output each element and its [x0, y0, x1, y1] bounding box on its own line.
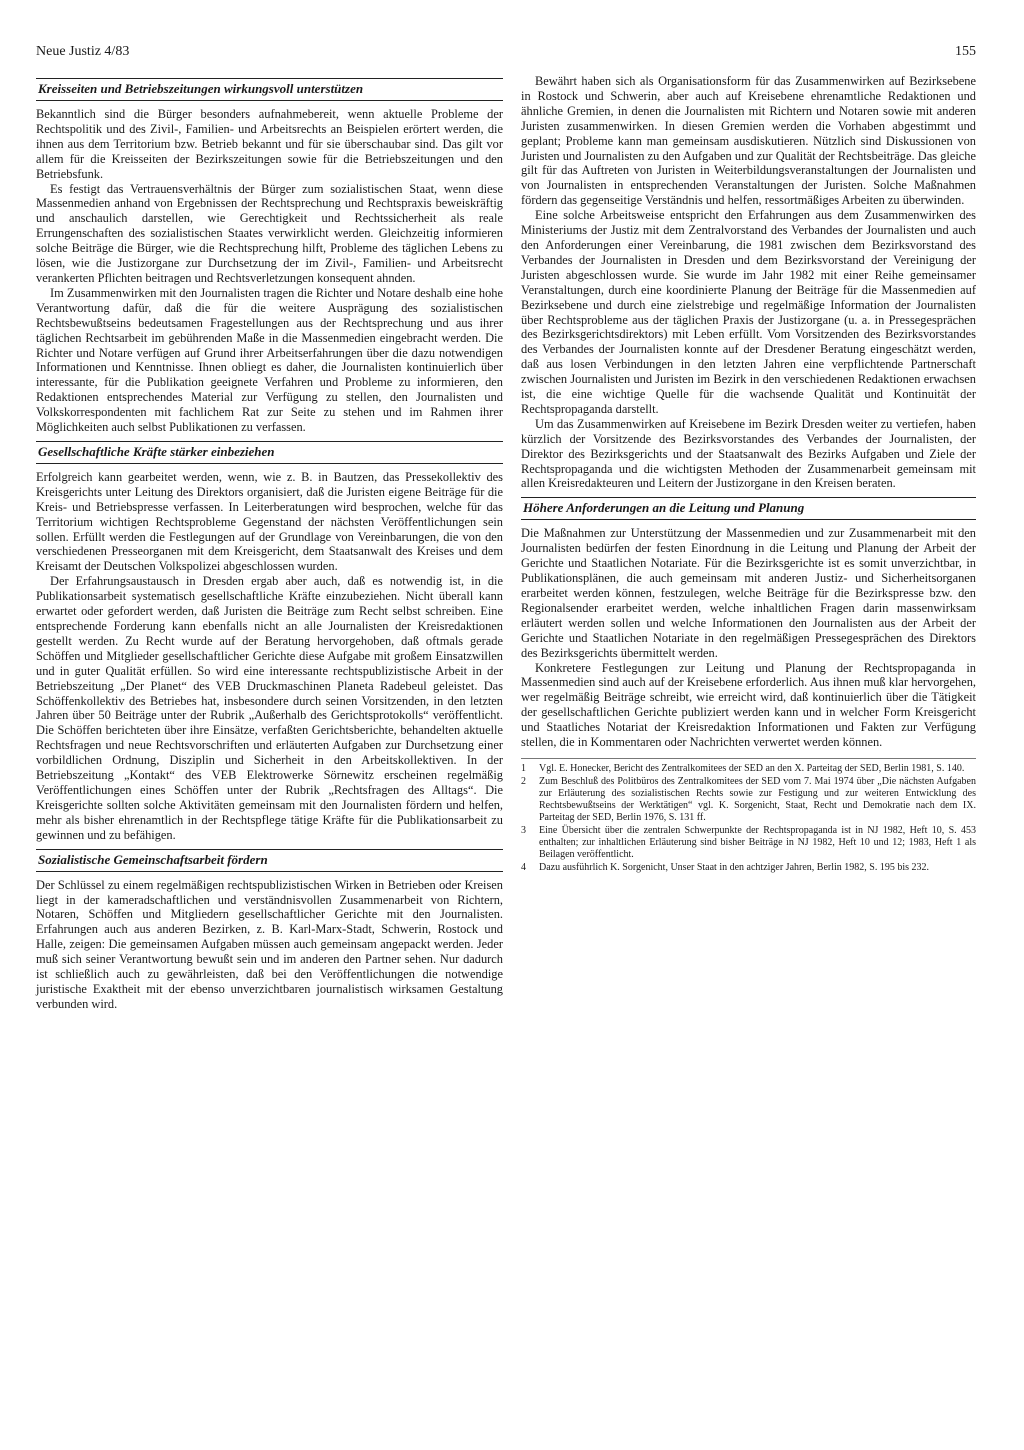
paragraph: Erfolgreich kann gearbeitet werden, wenn, wie z. B. in Bautzen, das Pressekollektiv des Kreisgerichts unter Leitung des Direktors organisiert, daß die Juristen eigene Beiträge für die Kreis- und Betriebspresse verfassen. In Leiterberatungen wird besprochen, welche für das Territorium wichtigen Rechtsprobleme Gegenstand der nächsten Veröffentlichungen sein sollen. Erfüllt werden die Festlegungen auf der Grundlage von Vereinbarungen, die von den verschiedenen Presseorganen mit dem Kreisgericht, dem Staatsanwalt des Kreises und dem Kreisamt der Deutschen Volkspolizei abgeschlossen wurden.	[36, 469, 503, 574]
paragraph: Der Erfahrungsaustausch in Dresden ergab aber auch, daß es notwendig ist, in die Publikationsarbeit systematisch gesellschaftliche Kräfte einzubeziehen. Nicht überall kann erwartet oder gefordert werden, daß Juristen die Beiträge zum Recht selbst schreiben. Eine entsprechende Forderung kann ebenfalls nicht an alle Journalisten der Kreisredaktionen gestellt werden. Zu Recht wurde auf der Beratung hervorgehoben, daß oftmals gerade Schöffen und Mitglieder gesellschaftlicher Gerichte diese Aufgabe mit großem Einsatzwillen und in guter Qualität erfüllen. So wird eine interessante rechtspublizistische Arbeit in der Betriebszeitung „Der Planet“ des VEB Druckmaschinen Planeta Radebeul geleistet. Das Schöffenkollektiv des Betriebes hat, insbesondere durch seinen Vorsitzenden, in den letzten Jahren über 50 Beiträge unter der Rubrik „Außerhalb des Gerichtsprotokolls“ veröffentlicht. Die Schöffen berichteten über ihre Einsätze, verfaßten Gerichtsberichte, behandelten aktuelle Rechtsfragen und neue Rechtsvorschriften und erläuterten Aufgaben zur Durchsetzung einer vorbildlichen Ordnung, Disziplin und Sicherheit in den Arbeitskollektiven. In der Betriebszeitung „Kontakt“ des VEB Elektrowerke Sörnewitz erscheinen regelmäßig Veröffentlichungen eines Schöffen unter der Rubrik „Rechtsfragen des Alltags“. Die Kreisgerichte sollten solche Aktivitäten gemeinsam mit den Journalisten fördern und helfen, mehr als bisher ehrenamtlich in der Rechtspflege tätige Kräfte für die Publikationsarbeit zu gewinnen und zu befähigen.	[36, 574, 503, 842]
section-heading: Sozialistische Gemeinschaftsarbeit fördern	[36, 849, 503, 872]
paragraph: Um das Zusammenwirken auf Kreisebene im Bezirk Dresden weiter zu vertiefen, haben kürzlich der Vorsitzende des Bezirksvorstandes des Verbandes der Journalisten, der Direktor des Bezirksgerichts und der Staatsanwalt des Bezirks Aufgaben und Ziele der Rechtspropaganda und die wichtigsten Methoden der Zusammenarbeit gemeinsam mit allen Kreisredakteuren und Leitern der Justizorgane in den Kreisen beraten.	[521, 416, 976, 491]
footnote-number: 2	[521, 775, 526, 787]
footnote-text: Zum Beschluß des Politbüros des Zentralkomitees der SED vom 7. Mai 1974 über „Die nächsten Aufgaben zur Erläuterung des sozialistischen Rechts sowie zur Festigung und zur weiteren Entwicklung des Rechtsbewußtseins der Werktätigen“ vgl. K. Sorgenicht, Staat, Recht und Demokratie nach dem IX. Parteitag der SED, Berlin 1976, S. 131 ff.	[539, 775, 976, 823]
section-heading: Kreisseiten und Betriebszeitungen wirkungsvoll unterstützen	[36, 78, 503, 101]
paragraph: Bewährt haben sich als Organisationsform für das Zusammenwirken auf Bezirksebene in Rostock und Schwerin, aber auch auf Kreisebene ehrenamtliche Redaktionen und ähnliche Gremien, in denen die Journalisten mit Richtern und Notaren sowie mit anderen Juristen zusammenwirken. In diesen Gremien werden die Vorhaben abgestimmt und geplant; Probleme kann man gemeinsam ausdiskutieren. Nützlich sind Diskussionen von Juristen und Journalisten zu den Aufgaben und zur Qualität der Rechtsbeiträge. Das gleiche gilt für das Auftreten von Juristen in Weiterbildungsveranstaltungen der Journalisten und von Journalisten in entsprechenden Veranstaltungen der Juristen. Solche Maßnahmen fördern das gegenseitige Verständnis und helfen, ressortmäßiges Arbeiten zu überwinden.	[521, 74, 976, 208]
footnote-text: Dazu ausführlich K. Sorgenicht, Unser Staat in den achtziger Jahren, Berlin 1982, S. 195 bis 232.	[539, 861, 930, 873]
paragraph: Der Schlüssel zu einem regelmäßigen rechtspublizistischen Wirken in Betrieben oder Kreisen liegt in der kameradschaftlichen und verständnisvollen Zusammenarbeit von Richtern, Notaren, Schöffen und Mitgliedern gesellschaftlicher Gerichte mit den Journalisten. Erfahrungen auch aus anderen Bezirken, z. B. Karl-Marx-Stadt, Schwerin, Rostock und Halle, zeigen: Die gemeinsamen Aufgaben müssen auch gemeinsam angepackt werden. Jeder muß sich seiner Verantwortung bewußt sein und im anderen den Partner sehen. Nur dadurch ist schließlich auch zu gewährleisten, daß bei den Veröffentlichungen die notwendige juristische Exaktheit mit der ebenso unverzichtbaren journalistisch wirksamen Gestaltung verbunden wird.	[36, 877, 503, 1011]
section-gesellschaftliche-kraefte	[36, 441, 503, 843]
left-column	[36, 74, 503, 1018]
footnotes	[521, 758, 976, 874]
journal-issue: Neue Justiz 4/83	[36, 44, 130, 59]
section-gemeinschaftsarbeit	[36, 849, 503, 1012]
section-kreisseiten	[36, 78, 503, 435]
paragraph: Im Zusammenwirken mit den Journalisten tragen die Richter und Notare deshalb eine hohe Verantwortung dafür, daß die für die weitere Ausprägung des sozialistischen Rechtsbewußtseins bedeutsamen Fragestellungen aus der Rechtsprechung und aus ihrer täglichen Rechtsarbeit im gebührenden Maße in die Massenmedien eingebracht werden. Die Richter und Notare verfügen auf Grund ihrer Arbeitserfahrungen über die dazu notwendigen Informationen und Kenntnisse. Ihnen obliegt es daher, die Journalisten kontinuierlich über interessante, für die Publikation geeignete Verfahren und Probleme zu informieren, den Redaktionen entsprechendes Material zur Verfügung zu stellen, den Journalisten und Volkskorrespondenten mit fachlichem Rat zur Seite zu stehen und im Rahmen ihrer Möglichkeiten auch selbst Publikationen zu verfassen.	[36, 285, 503, 435]
section-heading: Höhere Anforderungen an die Leitung und Planung	[521, 497, 976, 520]
footnote	[521, 776, 976, 824]
footnote-number: 4	[521, 861, 526, 873]
paragraph: Es festigt das Vertrauensverhältnis der Bürger zum sozialistischen Staat, wenn diese Massenmedien anhand von Ergebnissen der Rechtsprechung und Rechtspraxis beweiskräftig und anschaulich darstellen, wie Gerechtigkeit und Rechtssicherheit als reale Errungenschaften des sozialistischen Staates verwirklicht werden. Gleichzeitig informieren solche Beiträge die Bürger, wie die Rechtsprechung hilft, Probleme des täglichen Lebens zu lösen, wie die Justizorgane zur Durchsetzung der im Zivil-, Familien- und Arbeitsrecht verankerten Pflichten beitragen und Rechtsverletzungen konsequent ahnden.	[36, 181, 503, 285]
paragraph: Eine solche Arbeitsweise entspricht den Erfahrungen aus dem Zusammenwirken des Ministeriums der Justiz mit dem Zentralvorstand des Verbandes der Journalisten und auch den Anforderungen einer Vereinbarung, die 1981 zwischen dem Bezirksvorstand des Verbandes der Journalisten in Dresden und dem Bezirksvorstand der Vereinigung der Juristen abgeschlossen wurde. Sie wurde im Jahr 1982 mit einer Reihe gemeinsamer Veranstaltungen, durch eine koordinierte Planung der Beiträge für die Massenmedien auf Bezirksebene und durch eine zielstrebige und regelmäßige Information der Journalisten über Rechtsprobleme aus der täglichen Praxis der Justizorgane (u. a. in Pressegesprächen des Bezirksgerichtsdirektors) mit Leben erfüllt. Vom Vorsitzenden des Bezirksvorstandes des Verbandes der Journalisten konnte auf der Dresdener Beratung eingeschätzt werden, daß aus losen Verbindungen in den letzten Jahren eine verpflichtende Partnerschaft zwischen Journalisten und Juristen im Bezirk in den verschiedenen Redaktionen erwachsen ist, die eine wichtige Quelle für die wachsende Qualität und Kontinuität der Rechtspropaganda darstellt.	[521, 208, 976, 416]
right-column	[521, 74, 976, 875]
footnote	[521, 763, 976, 775]
section-leitung-planung	[521, 497, 976, 750]
footnote	[521, 862, 976, 874]
paragraph: Bekanntlich sind die Bürger besonders aufnahmebereit, wenn aktuelle Probleme der Rechtspolitik und des Zivil-, Familien- und Arbeitsrechts an Beispielen erörtert werden, die ihnen aus dem Territorium bzw. Betrieb bekannt und für sie überschaubar sind. Das gilt vor allem für die Kreisseiten der Bezirkszeitungen sowie für die Betriebszeitungen und den Betriebsfunk.	[36, 107, 503, 181]
section-heading: Gesellschaftliche Kräfte stärker einbeziehen	[36, 441, 503, 464]
section-gemeinschaftsarbeit-continued	[521, 74, 976, 491]
footnote	[521, 825, 976, 861]
page-header	[36, 44, 976, 68]
paragraph: Die Maßnahmen zur Unterstützung der Massenmedien und zur Zusammenarbeit mit den Journalisten bedürfen der festen Einordnung in die Leitung und Planung der Arbeit der Gerichte und Staatlichen Notariate. Für die Bezirksgerichte ist es somit unverzichtbar, in Publikationsplänen, die auch gemeinsam mit anderen Justiz- und Sicherheitsorganen erarbeitet werden können, festzulegen, welche Beiträge für die Bezirkspresse bzw. den Regionalsender erarbeitet werden, welche inhaltlichen Fragen darin massenwirksam erläutert werden sollen und welche Informationen den Journalisten aus der Arbeit der Gerichte und Staatlichen Notariate in den regelmäßigen Pressegesprächen des Direktors des Bezirksgerichts übermittelt werden.	[521, 526, 976, 660]
footnote-number: 3	[521, 824, 526, 836]
footnote-number: 1	[521, 762, 526, 774]
footnote-text: Vgl. E. Honecker, Bericht des Zentralkomitees der SED an den X. Parteitag der SED, Berlin 1981, S. 140.	[539, 762, 965, 774]
page-number: 155	[955, 44, 976, 59]
paragraph: Konkretere Festlegungen zur Leitung und Planung der Rechtspropaganda in Massenmedien sind auch auf der Kreisebene erforderlich. Aus ihnen muß klar hervorgehen, wer regelmäßig Beiträge schreibt, wie erreicht wird, daß kontinuierlich über die Tätigkeit der gesellschaftlichen Gerichte publiziert werden kann und in welcher Form Kreisgericht und Staatliches Notariat der Kreisredaktion Informationen und Fakten zur Verfügung stellen, die in Kommentaren oder Nachrichten verwertet werden können.	[521, 660, 976, 750]
footnote-text: Eine Übersicht über die zentralen Schwerpunkte der Rechtspropaganda ist in NJ 1982, Heft 10, S. 453 enthalten; zur inhaltlichen Erläuterung sind bisher Beiträge in NJ 1982, Heft 10 und 12; 1983, Heft 1 als Beilagen veröffentlicht.	[539, 824, 976, 860]
